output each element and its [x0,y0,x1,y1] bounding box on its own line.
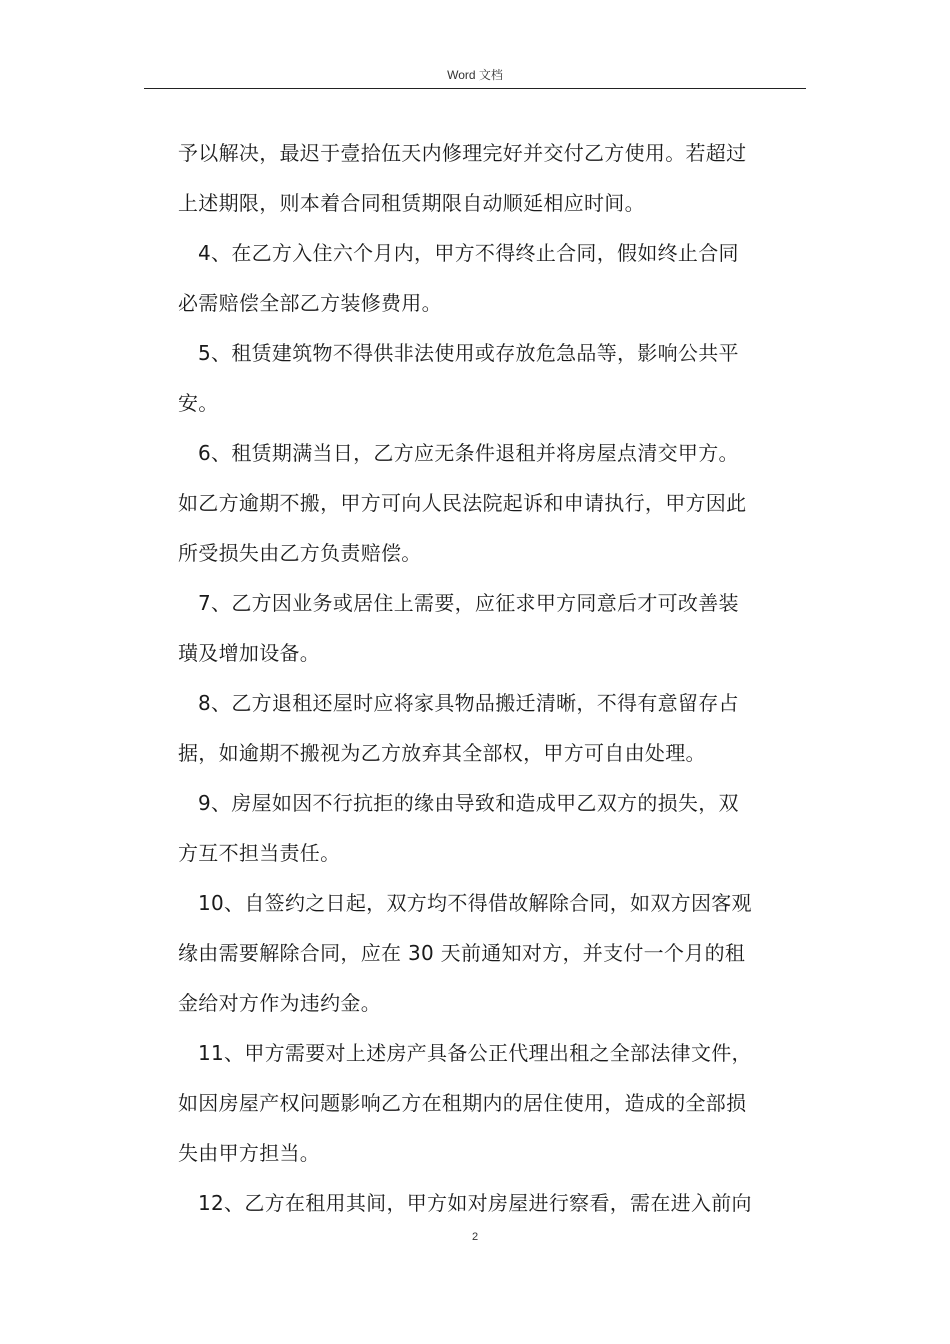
paragraph-line: 8、乙方退租还屋时应将家具物品搬迁清晰，不得有意留存占 [198,691,739,715]
page-header [144,62,806,89]
paragraph-line: 7、乙方因业务或居住上需要，应征求甲方同意后才可改善装 [198,591,739,615]
paragraph [178,328,808,428]
paragraph-line: 据，如逾期不搬视为乙方放弃其全部权，甲方可自由处理。 [178,741,706,765]
paragraph-line: 10、自签约之日起，双方均不得借故解除合同，如双方因客观 [198,891,752,915]
paragraph [178,678,808,778]
paragraph-line: 缘由需要解除合同，应在 30 天前通知对方，并支付一个月的租 [178,941,746,965]
paragraph-line: 失由甲方担当。 [178,1141,321,1165]
paragraph [178,578,808,678]
paragraph [178,428,808,578]
page-number: 2 [471,1231,479,1243]
paragraph [178,1178,808,1228]
paragraph-line: 安。 [178,391,219,415]
paragraph-line: 上述期限，则本着合同租赁期限自动顺延相应时间。 [178,191,645,215]
paragraph-line: 所受损失由乙方负责赔偿。 [178,541,422,565]
paragraph-line: 必需赔偿全部乙方装修费用。 [178,291,442,315]
paragraph [178,878,808,1028]
paragraph [178,228,808,328]
paragraph [178,1028,808,1178]
paragraph-line: 予以解决，最迟于壹拾伍天内修理完好并交付乙方使用。若超过 [178,141,747,165]
paragraph-line: 方互不担当责任。 [178,841,341,865]
paragraph-line: 11、甲方需要对上述房产具备公正代理出租之全部法律文件， [198,1041,752,1065]
paragraph-line: 5、租赁建筑物不得供非法使用或存放危急品等，影响公共平 [198,341,739,365]
document-body [178,128,808,1228]
paragraph [178,128,808,228]
paragraph [178,778,808,878]
paragraph-line: 6、租赁期满当日，乙方应无条件退租并将房屋点清交甲方。 [198,441,739,465]
paragraph-line: 12、乙方在租用其间，甲方如对房屋进行察看，需在进入前向 [198,1191,752,1215]
paragraph-line: 9、房屋如因不行抗拒的缘由导致和造成甲乙双方的损失，双 [198,791,739,815]
header-title: Word 文档 [447,68,503,82]
paragraph-line: 金给对方作为违约金。 [178,991,381,1015]
paragraph-line: 璜及增加设备。 [178,641,321,665]
paragraph-line: 4、在乙方入住六个月内，甲方不得终止合同，假如终止合同 [198,241,739,265]
paragraph-line: 如因房屋产权问题影响乙方在租期内的居住使用，造成的全部损 [178,1091,747,1115]
paragraph-line: 如乙方逾期不搬，甲方可向人民法院起诉和申请执行，甲方因此 [178,491,747,515]
